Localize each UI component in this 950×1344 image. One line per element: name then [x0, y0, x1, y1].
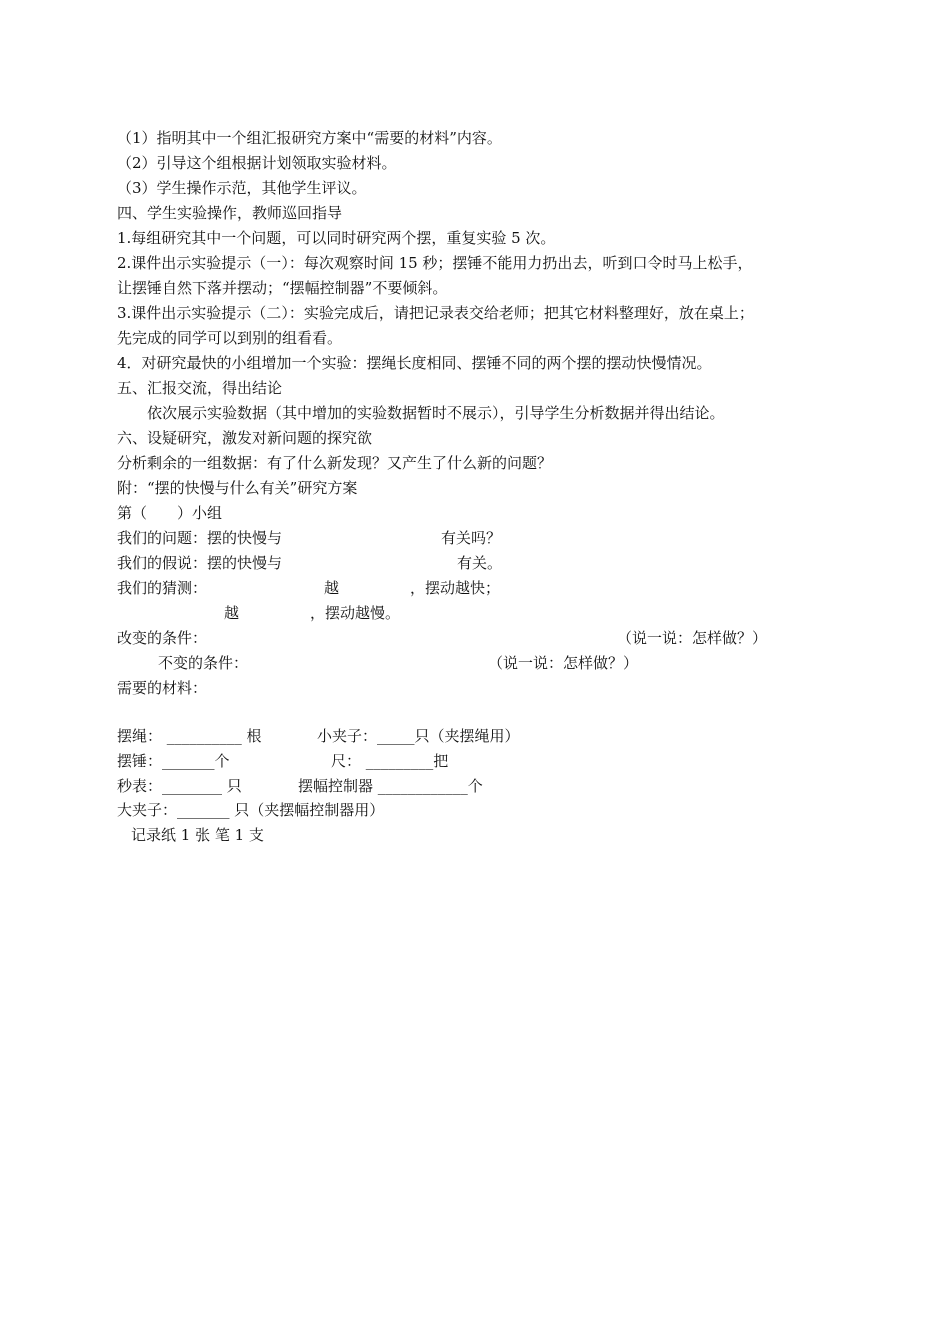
analysis-paragraph: 分析剩余的一组数据：有了什么新发现？又产生了什么新的问题？	[117, 454, 553, 472]
fixed-condition-hint: （说一说：怎样做？）	[488, 654, 639, 672]
step-1: （1）指明其中一个组汇报研究方案中“需要的材料”内容。	[117, 129, 502, 147]
material-rope: 摆绳： __________ 根	[117, 727, 262, 745]
instruction-2-cont: 让摆锤自然下落并摆动；“摆幅控制器”不要倾斜。	[117, 279, 448, 297]
materials-label: 需要的材料：	[117, 679, 208, 697]
material-small-clip: 小夹子：_____只（夹摆绳用）	[317, 727, 520, 745]
material-large-clip: 大夹子：_______ 只（夹摆幅控制器用）	[117, 801, 385, 819]
guess-more-1: 越	[324, 579, 340, 597]
material-bob: 摆锤：_______个	[117, 752, 230, 770]
fixed-condition-label: 不变的条件：	[158, 654, 249, 672]
changed-condition-hint: （说一说：怎样做？）	[617, 629, 768, 647]
group-label: 第（ ）小组	[117, 504, 223, 522]
section-heading-5: 五、汇报交流，得出结论	[117, 379, 283, 397]
material-amplitude-controller: 摆幅控制器 ____________个	[298, 777, 483, 795]
instruction-1: 1.每组研究其中一个问题，可以同时研究两个摆，重复实验 5 次。	[117, 229, 556, 247]
guess-faster: ，摆动越快；	[410, 579, 501, 597]
instruction-2: 2.课件出示实验提示（一）：每次观察时间 15 秒；摆锤不能用力扔出去，听到口令时马上松手，	[117, 254, 753, 272]
hypothesis-suffix: 有关。	[457, 554, 503, 572]
appendix-title: 附：“摆的快慢与什么有关”研究方案	[117, 479, 358, 497]
guess-slower: ，摆动越慢。	[310, 604, 401, 622]
instruction-4: 4．对研究最快的小组增加一个实验：摆绳长度相同、摆锤不同的两个摆的摆动快慢情况。	[117, 354, 712, 372]
instruction-3: 3.课件出示实验提示（二）：实验完成后，请把记录表交给老师；把其它材料整理好，放在桌上；	[117, 304, 754, 322]
question-suffix: 有关吗？	[441, 529, 502, 547]
guess-label: 我们的猜测：	[117, 579, 208, 597]
material-ruler: 尺： _________把	[331, 752, 449, 770]
step-2: （2）引导这个组根据计划领取实验材料。	[117, 154, 397, 172]
section-heading-6: 六、设疑研究，激发对新问题的探究欲	[117, 429, 373, 447]
step-3: （3）学生操作示范，其他学生评议。	[117, 179, 367, 197]
guess-more-2: 越	[224, 604, 240, 622]
instruction-3-cont: 先完成的同学可以到别的组看看。	[117, 329, 343, 347]
question-label: 我们的问题：摆的快慢与	[117, 529, 283, 547]
changed-condition-label: 改变的条件：	[117, 629, 208, 647]
material-paper-pen: 记录纸 1 张 笔 1 支	[131, 826, 264, 844]
hypothesis-label: 我们的假说：摆的快慢与	[117, 554, 283, 572]
section-heading-4: 四、学生实验操作，教师巡回指导	[117, 204, 343, 222]
material-stopwatch: 秒表：________ 只	[117, 777, 242, 795]
report-paragraph: 依次展示实验数据（其中增加的实验数据暂时不展示），引导学生分析数据并得出结论。	[147, 404, 725, 422]
